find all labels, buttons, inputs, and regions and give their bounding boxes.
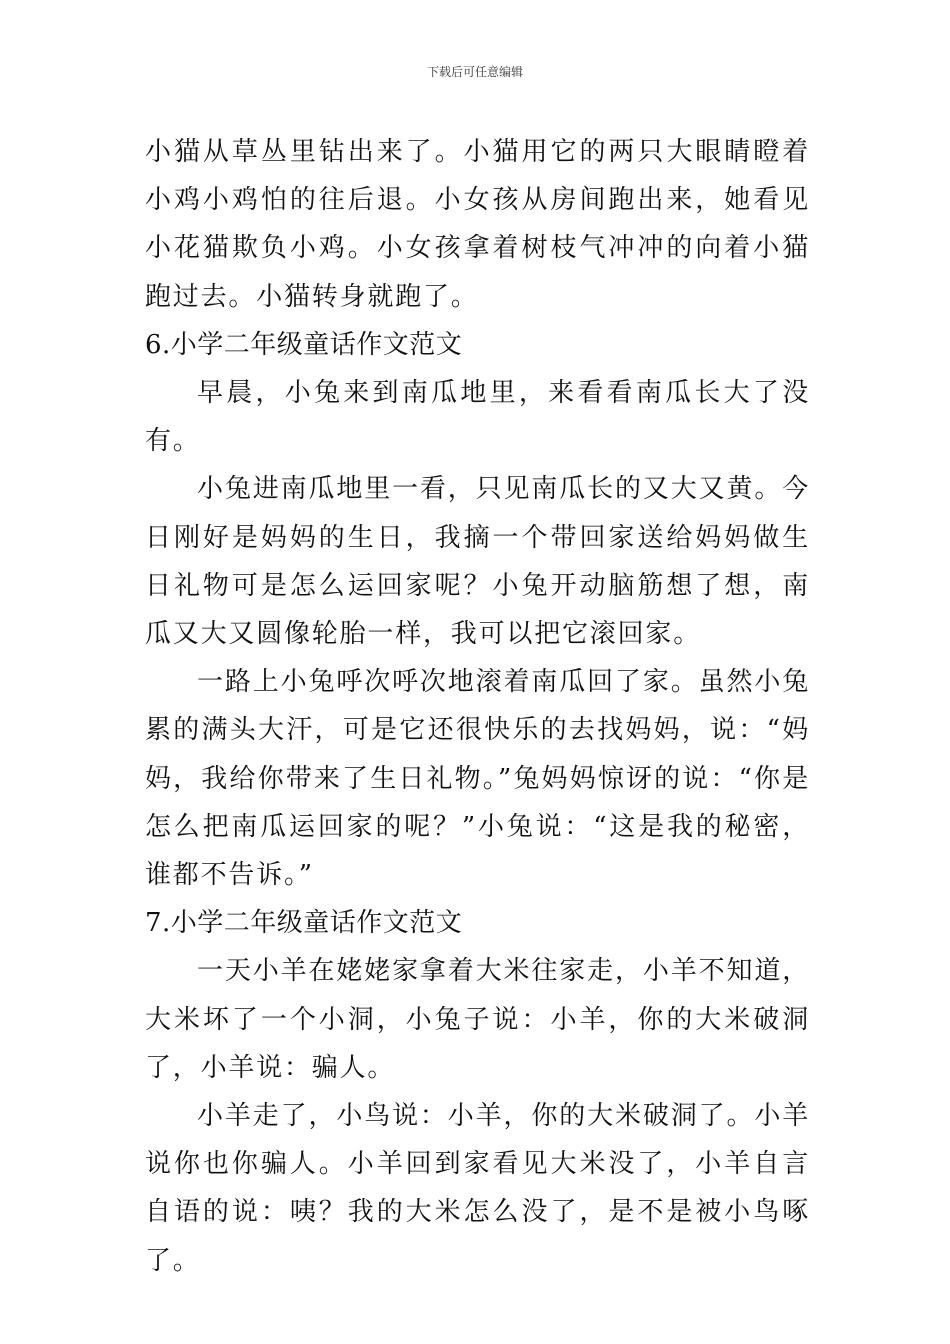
paragraph-rabbit-home: 一路上小兔呼次呼次地滚着南瓜回了家。虽然小兔累的满头大汗，可是它还很快乐的去找妈妈，说：“妈妈，我给你带来了生日礼物。”兔妈妈惊讶的说：“你是怎么把南瓜运回家的呢？”小兔说：“这是我的秘密，谁都不告诉。” [145,667,810,891]
section-heading-6: 6.小学二年级童话作文范文 [145,329,463,360]
paragraph-cat-story-end: 小猫从草丛里钻出来了。小猫用它的两只大眼睛瞪着小鸡小鸡怕的往后退。小女孩从房间跑出来，她看见小花猫欺负小鸡。小女孩拿着树枝气冲冲的向着小猫跑过去。小猫转身就跑了。 [145,137,810,312]
paragraph-rabbit-pumpkin: 小兔进南瓜地里一看，只见南瓜长的又大又黄。今日刚好是妈妈的生日，我摘一个带回家送给妈妈做生日礼物可是怎么运回家呢？小兔开动脑筋想了想，南瓜又大又圆像轮胎一样，我可以把它滚回家。 [145,474,810,650]
document-body [145,128,810,1285]
paragraph-lamb-rice: 一天小羊在姥姥家拿着大米往家走，小羊不知道，大米坏了一个小洞，小兔子说：小羊，你的大米破洞了，小羊说：骗人。 [145,956,810,1083]
paragraph-rabbit-morning: 早晨，小兔来到南瓜地里，来看看南瓜长大了没有。 [145,378,810,457]
section-heading-7: 7.小学二年级童话作文范文 [145,908,463,939]
page-header-note: 下载后可任意编辑 [426,65,523,79]
paragraph-lamb-bird: 小羊走了，小鸟说：小羊，你的大米破洞了。小羊说你也你骗人。小羊回到家看见大米没了，小羊自言自语的说：咦？我的大米怎么没了，是不是被小鸟啄了。 [145,1101,810,1276]
